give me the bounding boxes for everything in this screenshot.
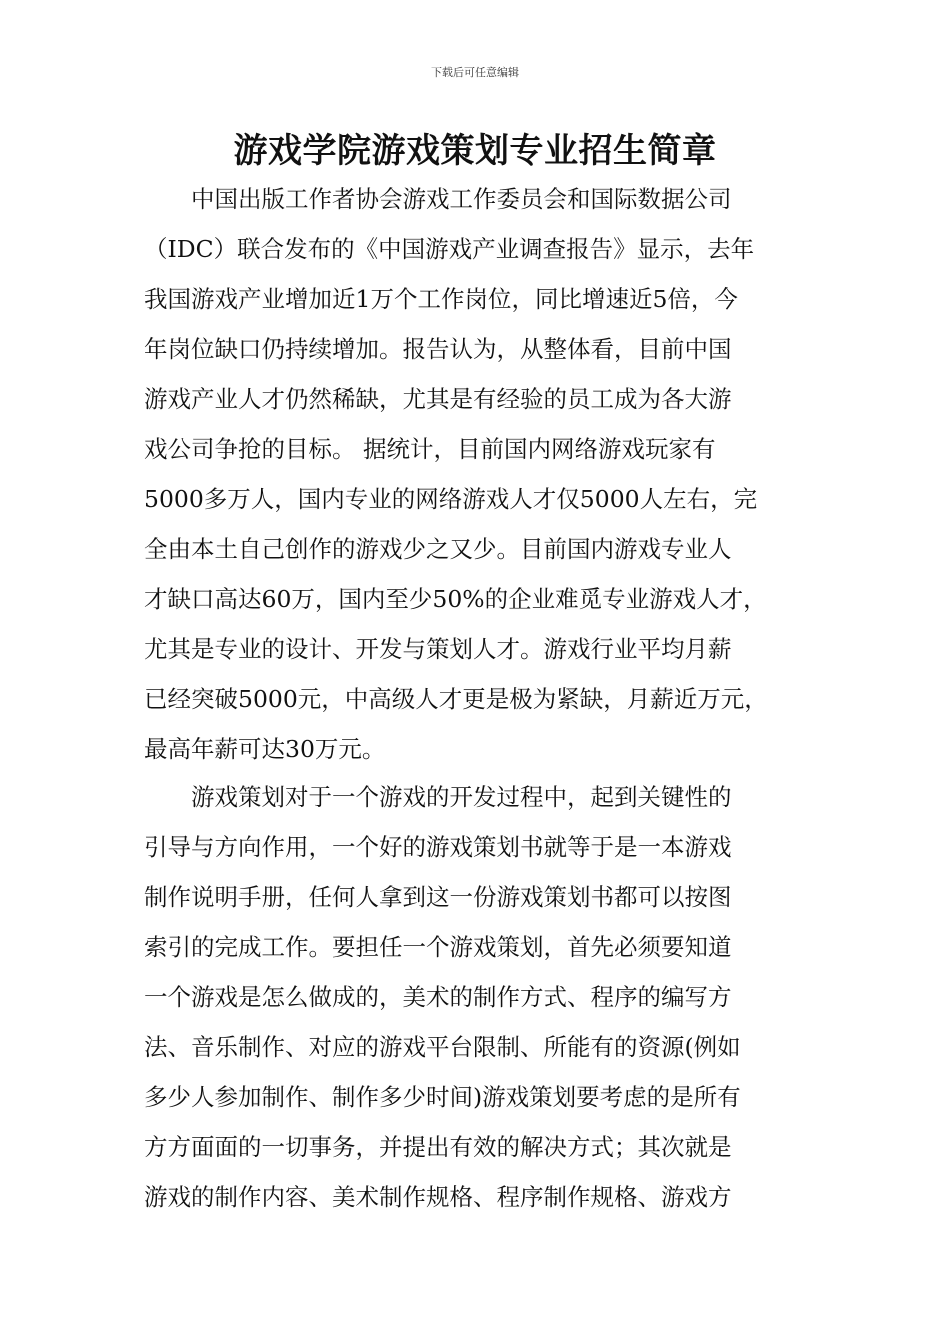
text-line: 游戏产业人才仍然稀缺，尤其是有经验的员工成为各大游 bbox=[144, 385, 732, 413]
text-line: 戏公司争抢的目标。 据统计，目前国内网络游戏玩家有 bbox=[144, 435, 716, 463]
text-line: 5000多万人，国内专业的网络游戏人才仅5000人左右，完 bbox=[144, 485, 758, 513]
text-line: 一个游戏是怎么做成的，美术的制作方式、程序的编写方 bbox=[144, 983, 732, 1011]
text-line: 索引的完成工作。要担任一个游戏策划，首先必须要知道 bbox=[144, 933, 732, 961]
document-title: 游戏学院游戏策划专业招生简章 bbox=[233, 131, 717, 171]
text-line: 制作说明手册，任何人拿到这一份游戏策划书都可以按图 bbox=[144, 883, 732, 911]
text-line: 法、音乐制作、对应的游戏平台限制、所能有的资源(例如 bbox=[144, 1033, 741, 1061]
paragraph-text bbox=[144, 772, 824, 1222]
text-line: 我国游戏产业增加近1万个工作岗位，同比增速近5倍，今 bbox=[144, 285, 738, 313]
text-line: 中国出版工作者协会游戏工作委员会和国际数据公司 bbox=[191, 185, 732, 213]
text-line: 尤其是专业的设计、开发与策划人才。游戏行业平均月薪 bbox=[144, 635, 732, 663]
text-line: 才缺口高达60万，国内至少50%的企业难觅专业游戏人才， bbox=[144, 585, 767, 613]
paragraph-1 bbox=[144, 174, 824, 774]
text-line: 引导与方向作用，一个好的游戏策划书就等于是一本游戏 bbox=[144, 833, 732, 861]
text-line: 多少人参加制作、制作多少时间)游戏策划要考虑的是所有 bbox=[144, 1083, 741, 1111]
text-line: 年岗位缺口仍持续增加。报告认为，从整体看，目前中国 bbox=[144, 335, 732, 363]
text-line: 已经突破5000元，中高级人才更是极为紧缺，月薪近万元， bbox=[144, 685, 768, 713]
text-line: 游戏策划对于一个游戏的开发过程中，起到关键性的 bbox=[191, 783, 732, 811]
text-line: 方方面面的一切事务，并提出有效的解决方式；其次就是 bbox=[144, 1133, 732, 1161]
header-note: 下载后可任意编辑 bbox=[431, 66, 519, 79]
text-line: （IDC）联合发布的《中国游戏产业调查报告》显示，去年 bbox=[144, 235, 755, 263]
text-line: 全由本土自己创作的游戏少之又少。目前国内游戏专业人 bbox=[144, 535, 732, 563]
text-line: 最高年薪可达30万元。 bbox=[144, 735, 386, 763]
text-line: 游戏的制作内容、美术制作规格、程序制作规格、游戏方 bbox=[144, 1183, 732, 1211]
paragraph-2 bbox=[144, 772, 824, 1222]
paragraph-text bbox=[144, 174, 824, 774]
